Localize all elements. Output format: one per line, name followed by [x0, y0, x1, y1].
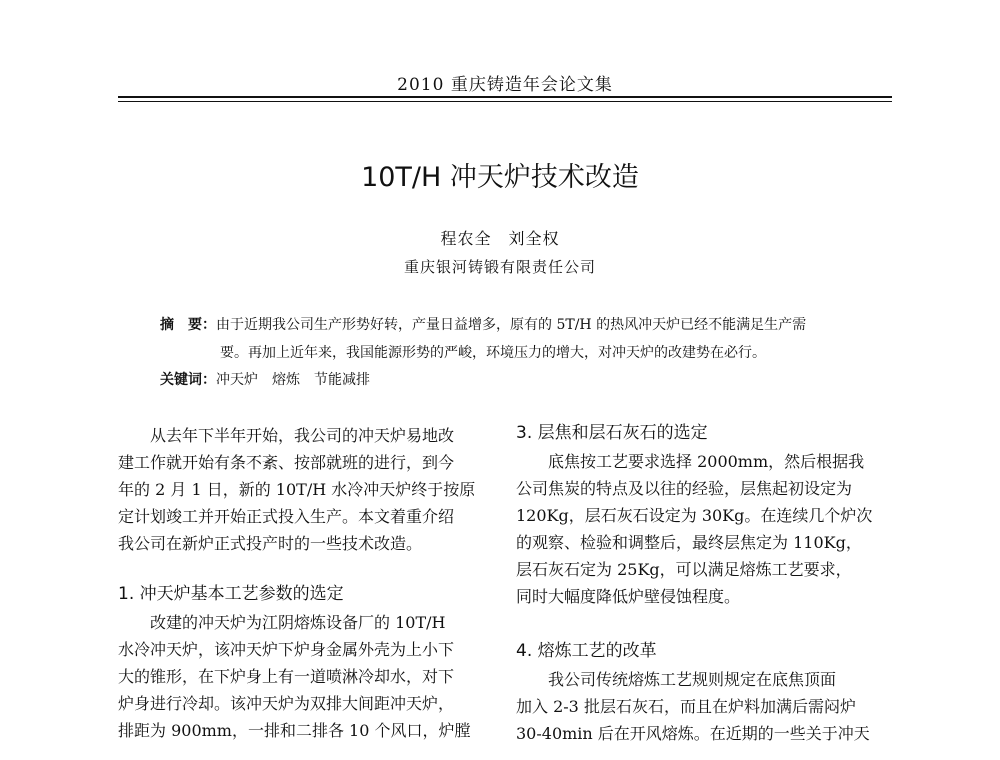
- body-line: 定计划竣工并开始正式投入生产。本文着重介绍: [118, 507, 455, 526]
- body-line: 从去年下半年开始，我公司的冲天炉易地改: [150, 426, 455, 445]
- header-rule-thick: [118, 96, 892, 98]
- authors: 程农全 刘全权: [440, 229, 560, 248]
- body-line: 炉身进行冷却。该冲天炉为双排大间距冲天炉，: [118, 694, 455, 713]
- body-line: 我公司在新炉正式投产时的一些技术改造。: [118, 534, 423, 553]
- body-line: 年的 2 月 1 日，新的 10T/H 水冷冲天炉终于按原: [118, 480, 476, 499]
- body-line: 同时大幅度降低炉壁侵蚀程度。: [516, 587, 741, 606]
- body-line: 改建的冲天炉为江阴熔炼设备厂的 10T/H: [150, 613, 446, 632]
- body-line: 公司焦炭的特点及以往的经验，层焦起初设定为: [516, 479, 853, 498]
- body-line: 30-40min 后在开风熔炼。在近期的一些关于冲天: [516, 724, 870, 743]
- body-line: 大的锥形，在下炉身上有一道喷淋冷却水，对下: [118, 667, 455, 686]
- section-4-heading: 4. 熔炼工艺的改革: [516, 641, 657, 661]
- body-line: 底焦按工艺要求选择 2000mm，然后根据我: [548, 452, 865, 471]
- body-line: 120Kg，层石灰石设定为 30Kg。在连续几个炉次: [516, 506, 873, 525]
- section-1-heading: 1. 冲天炉基本工艺参数的选定: [118, 584, 344, 604]
- body-line: 层石灰石定为 25Kg，可以满足熔炼工艺要求，: [516, 560, 852, 579]
- body-line: 我公司传统熔炼工艺规则规定在底焦顶面: [548, 670, 837, 689]
- keywords: 冲天炉 熔炼 节能减排: [216, 372, 370, 388]
- keywords-line: [160, 370, 370, 390]
- body-line: 水冷冲天炉，该冲天炉下炉身金属外壳为上小下: [118, 640, 455, 659]
- body-line: 排距为 900mm，一排和二排各 10 个风口，炉膛: [118, 721, 471, 740]
- right-column: [516, 418, 896, 747]
- affiliation: 重庆银河铸锻有限责任公司: [403, 258, 596, 276]
- paper-title: 10T/H 冲天炉技术改造: [361, 162, 639, 193]
- abstract-line-2: 要。再加上近年来，我国能源形势的严峻，环境压力的增大，对冲天炉的改建势在必行。: [220, 345, 766, 361]
- left-column: [118, 422, 500, 744]
- keywords-label: 关键词：: [160, 372, 216, 388]
- body-line: 的观察、检验和调整后，最终层焦定为 110Kg，: [516, 533, 862, 552]
- section-3-heading: 3. 层焦和层石灰石的选定: [516, 423, 708, 443]
- header-rule-thin: [118, 101, 892, 102]
- abstract-label: 摘 要：: [160, 317, 216, 333]
- body-line: 加入 2-3 批层石灰石，而且在炉料加满后需闷炉: [516, 697, 856, 716]
- abstract-text-1: 由于近期我公司生产形势好转，产量日益增多，原有的 5T/H 的热风冲天炉已经不能满足生产需: [216, 317, 807, 333]
- abstract-line-1: [160, 315, 806, 335]
- body-line: 建工作就开始有条不紊、按部就班的进行，到今: [118, 453, 455, 472]
- running-head: 2010 重庆铸造年会论文集: [397, 75, 613, 95]
